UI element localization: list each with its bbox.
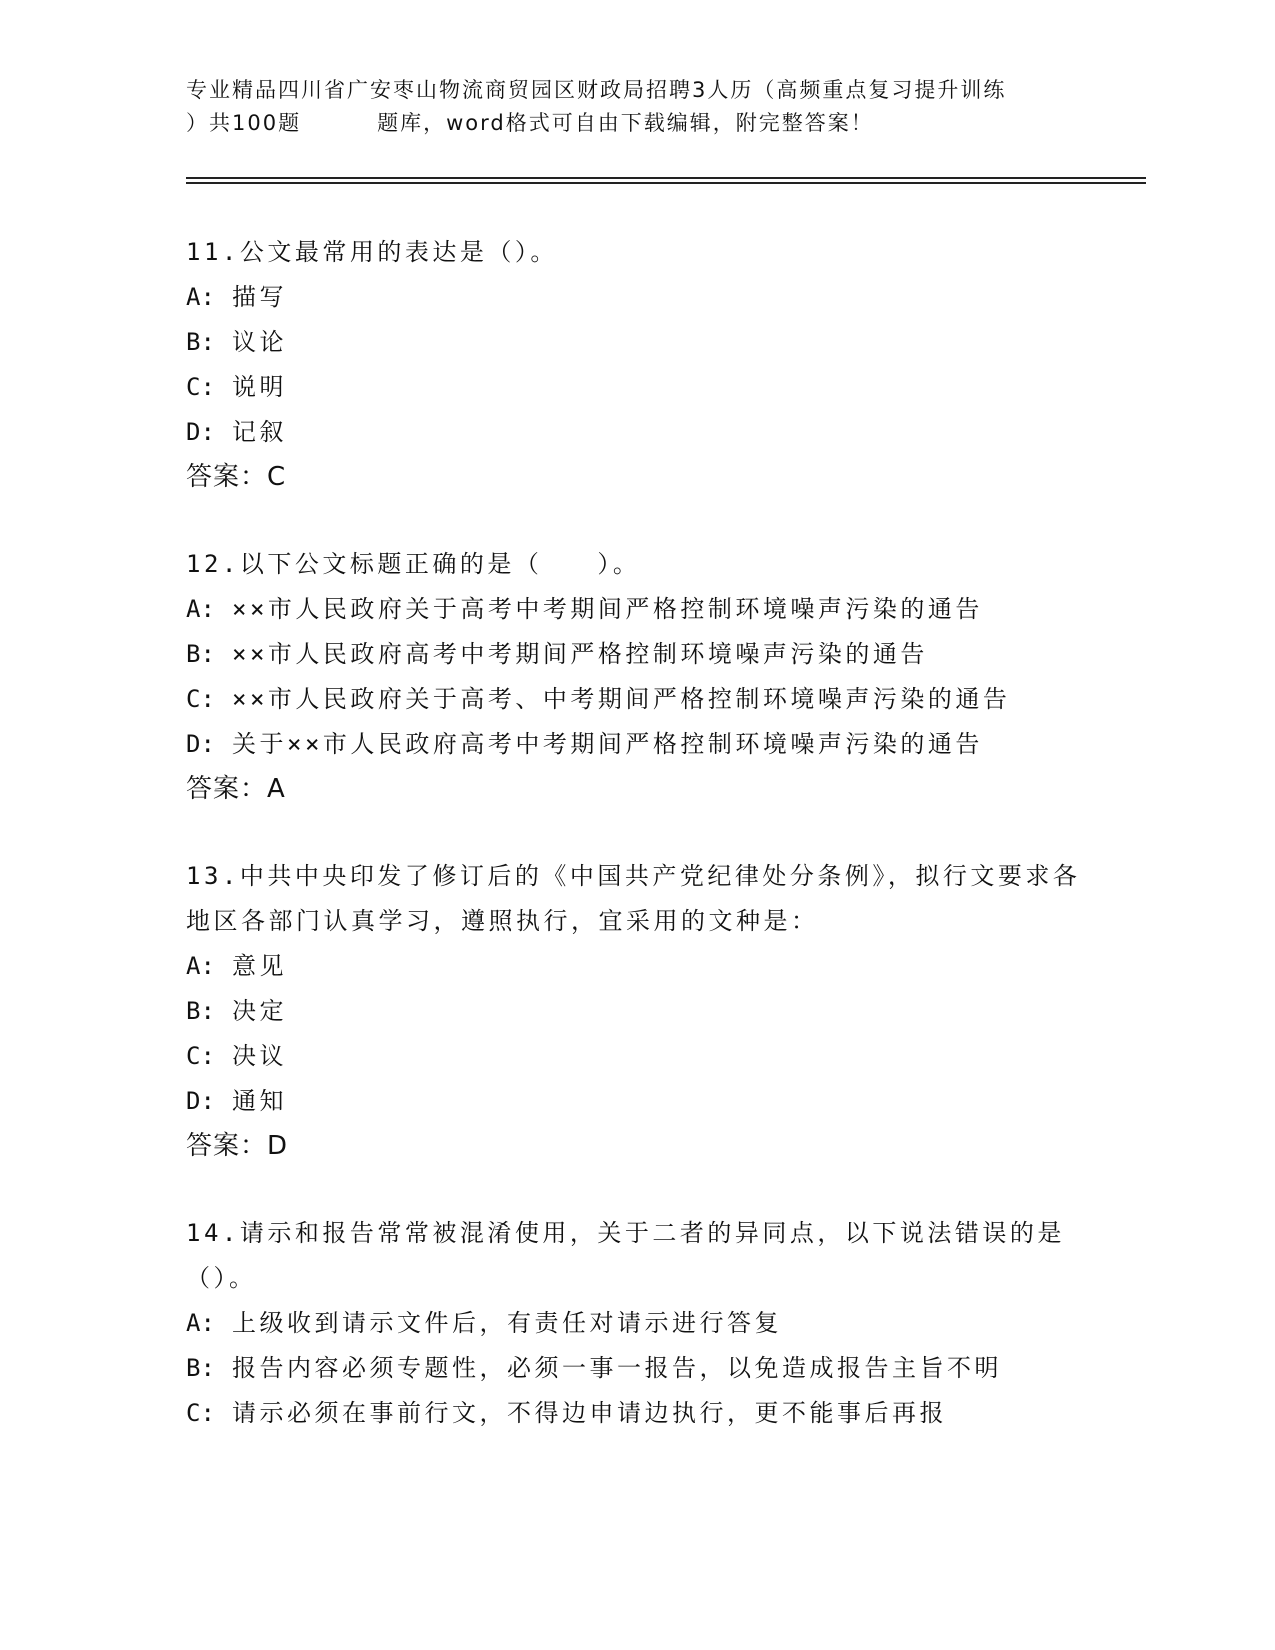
option-text: 说明 [232, 373, 287, 401]
answer-line: 答案：A [186, 774, 286, 804]
header-line-1: 专业精品四川省广安枣山物流商贸园区财政局招聘3人历（高频重点复习提升训练 [186, 78, 1007, 102]
option-text: ××市人民政府关于高考、中考期间严格控制环境噪声污染的通告 [232, 685, 1011, 713]
option-label: B: [186, 328, 215, 356]
question-stem: 12.以下公文标题正确的是（ ）。 [186, 550, 641, 578]
option-b [186, 320, 1086, 365]
option-c [186, 365, 1086, 410]
option-label: A: [186, 952, 215, 980]
option-label: A: [186, 283, 215, 311]
header-line-2-part-1: ）共100题 [186, 111, 302, 135]
option-text: 记叙 [232, 418, 287, 446]
option-a [186, 587, 1086, 632]
option-c [186, 1391, 1086, 1436]
option-d [186, 722, 1086, 767]
option-label: C: [186, 1042, 215, 1070]
option-a [186, 1301, 1086, 1346]
option-text: 上级收到请示文件后，有责任对请示进行答复 [232, 1309, 782, 1337]
question-14 [186, 1211, 1086, 1436]
answer-line: 答案：D [186, 1131, 289, 1161]
option-d [186, 1079, 1086, 1124]
option-label: B: [186, 1354, 215, 1382]
option-label: C: [186, 373, 215, 401]
option-text: ××市人民政府高考中考期间严格控制环境噪声污染的通告 [232, 640, 928, 668]
option-a [186, 944, 1086, 989]
option-text: 决定 [232, 997, 287, 1025]
option-text: 议论 [232, 328, 287, 356]
option-label: D: [186, 730, 215, 758]
option-label: B: [186, 997, 215, 1025]
option-c [186, 677, 1086, 722]
option-c [186, 1034, 1086, 1079]
option-b [186, 989, 1086, 1034]
option-b [186, 1346, 1086, 1391]
option-label: A: [186, 1309, 215, 1337]
document-header [186, 74, 1086, 140]
answer-line: 答案：C [186, 462, 287, 492]
option-b [186, 632, 1086, 677]
option-label: B: [186, 640, 215, 668]
option-a [186, 275, 1086, 320]
question-stem: 13.中共中央印发了修订后的《中国共产党纪律处分条例》，拟行文要求各地区各部门认真学习，遵照执行，宜采用的文种是： [186, 862, 1081, 935]
option-text: 意见 [232, 952, 287, 980]
header-divider-top [186, 177, 1146, 179]
option-text: ××市人民政府关于高考中考期间严格控制环境噪声污染的通告 [232, 595, 983, 623]
header-line-2 [186, 107, 1086, 140]
option-label: D: [186, 418, 215, 446]
question-12 [186, 542, 1086, 812]
header-line-2-part-2: 题库，word格式可自由下载编辑，附完整答案！ [377, 111, 874, 135]
option-text: 通知 [232, 1087, 287, 1115]
option-text: 描写 [232, 283, 287, 311]
option-text: 关于××市人民政府高考中考期间严格控制环境噪声污染的通告 [232, 730, 983, 758]
option-label: C: [186, 685, 215, 713]
option-text: 报告内容必须专题性，必须一事一报告，以免造成报告主旨不明 [232, 1354, 1002, 1382]
option-text: 决议 [232, 1042, 287, 1070]
option-d [186, 410, 1086, 455]
option-label: A: [186, 595, 215, 623]
question-stem: 11.公文最常用的表达是（）。 [186, 238, 558, 266]
option-label: C: [186, 1399, 215, 1427]
option-label: D: [186, 1087, 215, 1115]
question-13 [186, 854, 1086, 1169]
question-11 [186, 230, 1086, 500]
question-list [186, 230, 1086, 1478]
question-stem: 14.请示和报告常常被混淆使用，关于二者的异同点，以下说法错误的是（）。 [186, 1219, 1065, 1292]
option-text: 请示必须在事前行文，不得边申请边执行，更不能事后再报 [232, 1399, 947, 1427]
header-divider-bottom [186, 182, 1146, 184]
